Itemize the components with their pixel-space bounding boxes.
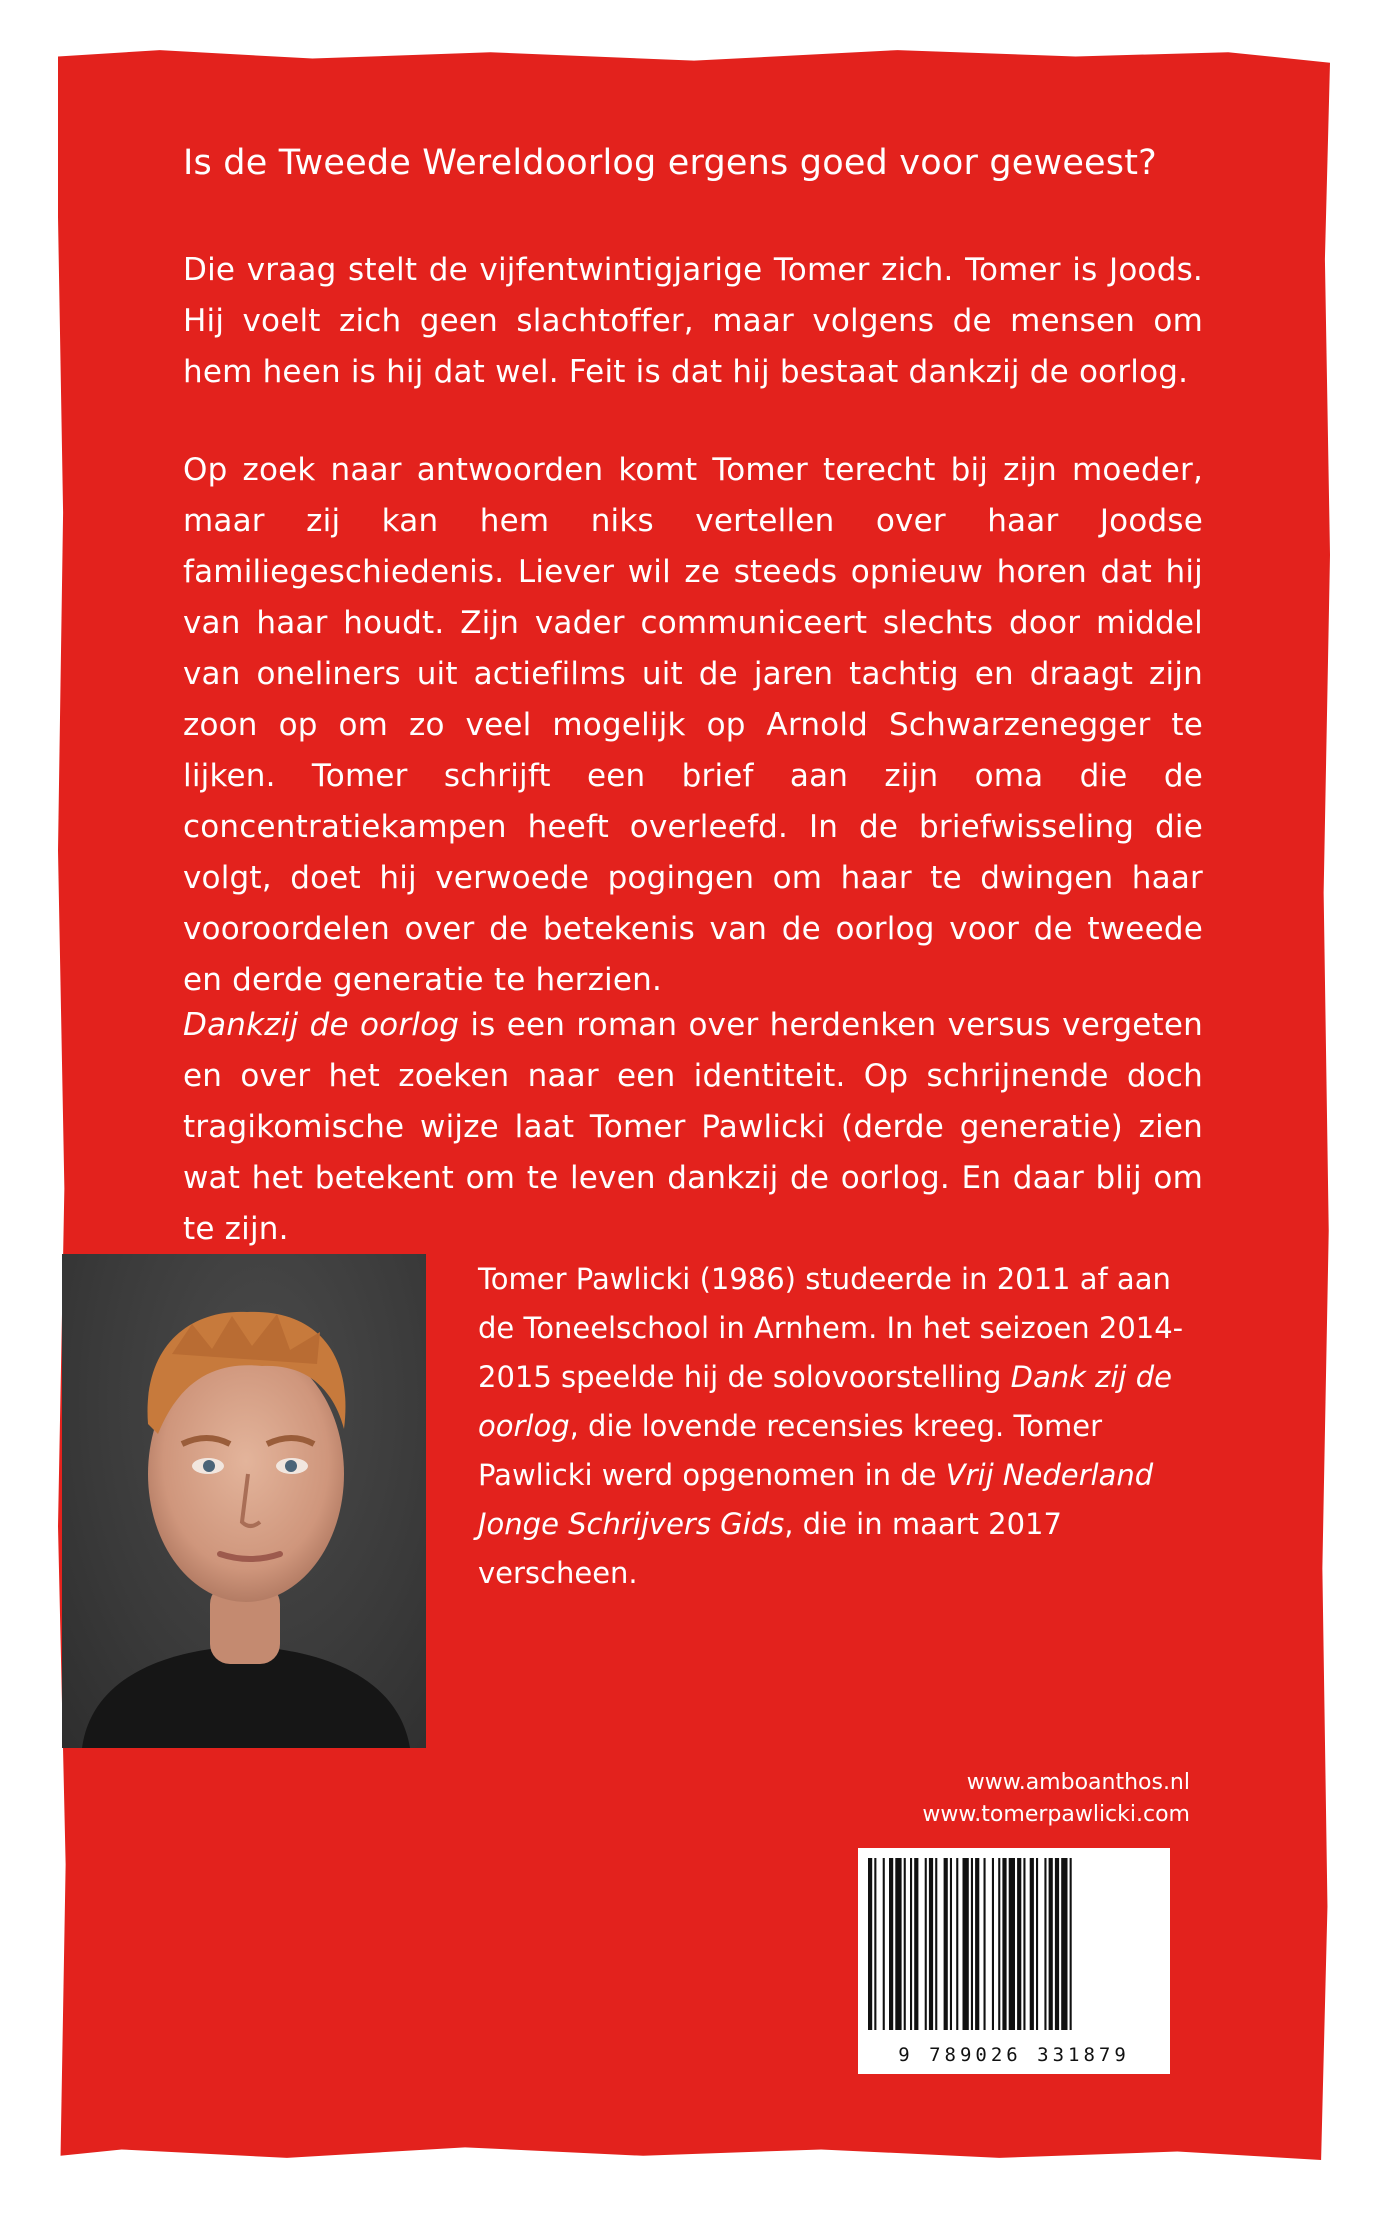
barcode-bar: [1055, 1858, 1059, 2030]
summary-rest: is een roman over herdenken versus vergeten en over het zoeken naar een identiteit. Op schrijnende doch tragikomische wijze laat Tomer Pawlicki (derde generatie) zien wat het betekent om te leven dankzij de oorlog. En daar blij om te zijn.: [183, 1007, 1203, 1247]
paragraph-summary: [183, 1000, 1203, 1255]
barcode-bar: [1070, 1858, 1072, 2030]
barcode-bar: [956, 1858, 958, 2030]
bio-part-2: , die lovende recensies kreeg. Tomer Pawlicki werd opgenomen in de: [478, 1409, 1103, 1492]
isbn-number: 9 789026 331879: [898, 2044, 1130, 2066]
paragraph-intro-text: Die vraag stelt de vijfentwintigjarige Tomer zich. Tomer is Joods. Hij voelt zich geen slachtoffer, maar volgens de mensen om hem heen is hij dat wel. Feit is dat hij bestaat dankzij de oorlog.: [183, 252, 1203, 390]
paragraph-summary-text: [183, 1000, 1203, 1255]
barcode-bar: [889, 1858, 893, 2030]
barcode-bar: [971, 1858, 973, 2030]
author-photo: [62, 1254, 426, 1748]
barcode-bar: [925, 1858, 927, 2030]
barcode-bar: [992, 1858, 994, 2030]
author-bio: [478, 1255, 1198, 1598]
bio-italic-2: Vrij Nederland Jonge Schrijvers Gids: [478, 1458, 1154, 1541]
paragraph-story: [183, 445, 1203, 1006]
paragraph-intro: [183, 245, 1203, 398]
barcode-bar: [1009, 1858, 1015, 2030]
url-author[interactable]: www.tomerpawlicki.com: [922, 1802, 1190, 1827]
barcode-bar: [1061, 1858, 1067, 2030]
barcode-bar: [1049, 1858, 1053, 2030]
barcode-bar: [874, 1858, 876, 2030]
barcode-bar: [883, 1858, 885, 2030]
barcode-bar: [868, 1858, 872, 2030]
barcode-bar: [975, 1858, 979, 2030]
barcode-bar: [935, 1858, 937, 2030]
barcode-bar: [910, 1858, 912, 2030]
author-portrait-illustration: [62, 1254, 426, 1748]
barcode-bar: [1017, 1858, 1021, 2030]
barcode-bar: [914, 1858, 918, 2030]
bio-italic-1: Dank zij de oorlog: [478, 1360, 1172, 1443]
barcode-bar: [998, 1858, 1000, 2030]
barcode-bar: [950, 1858, 952, 2030]
barcode-bar: [1023, 1858, 1025, 2030]
barcode-bar: [904, 1858, 906, 2030]
isbn-barcode: [858, 1848, 1170, 2074]
barcode-bars: [858, 1848, 1170, 2038]
publisher-urls: [820, 1767, 1190, 1831]
headline: Is de Tweede Wereldoorlog ergens goed voor geweest?: [183, 143, 1157, 183]
bio-part-3: , die in maart 2017 verscheen.: [478, 1507, 1062, 1590]
barcode-bar: [1002, 1858, 1006, 2030]
barcode-bar: [1044, 1858, 1046, 2030]
barcode-bar: [984, 1858, 986, 2030]
barcode-bar: [1030, 1858, 1034, 2030]
barcode-bar: [1036, 1858, 1038, 2030]
bio-part-1: Tomer Pawlicki (1986) studeerde in 2011 af aan de Toneelschool in Arnhem. In het seizoen 2014-2015 speelde hij de solovoorstelling: [478, 1262, 1184, 1394]
book-title-italic: Dankzij de oorlog: [183, 1007, 460, 1043]
barcode-bar: [895, 1858, 901, 2030]
barcode-bar: [929, 1858, 933, 2030]
paragraph-story-text: Op zoek naar antwoorden komt Tomer terecht bij zijn moeder, maar zij kan hem niks vertellen over haar Joodse familiegeschiedenis. Liever wil ze steeds opnieuw horen dat hij van haar houdt. Zijn vader communiceert slechts door middel van oneliners uit actiefilms uit de jaren tachtig en draagt zijn zoon op om zo veel mogelijk op Arnold Schwarzenegger te lijken. Tomer schrijft een brief aan zijn oma die de concentratiekampen heeft overleefd. In de briefwisseling die volgt, doet hij verwoede pogingen om haar te dwingen haar vooroordelen over de betekenis van de oorlog voor de tweede en derde generatie te herzien.: [183, 452, 1203, 998]
barcode-bar: [963, 1858, 969, 2030]
url-publisher[interactable]: www.amboanthos.nl: [966, 1770, 1190, 1795]
barcode-bar: [944, 1858, 948, 2030]
